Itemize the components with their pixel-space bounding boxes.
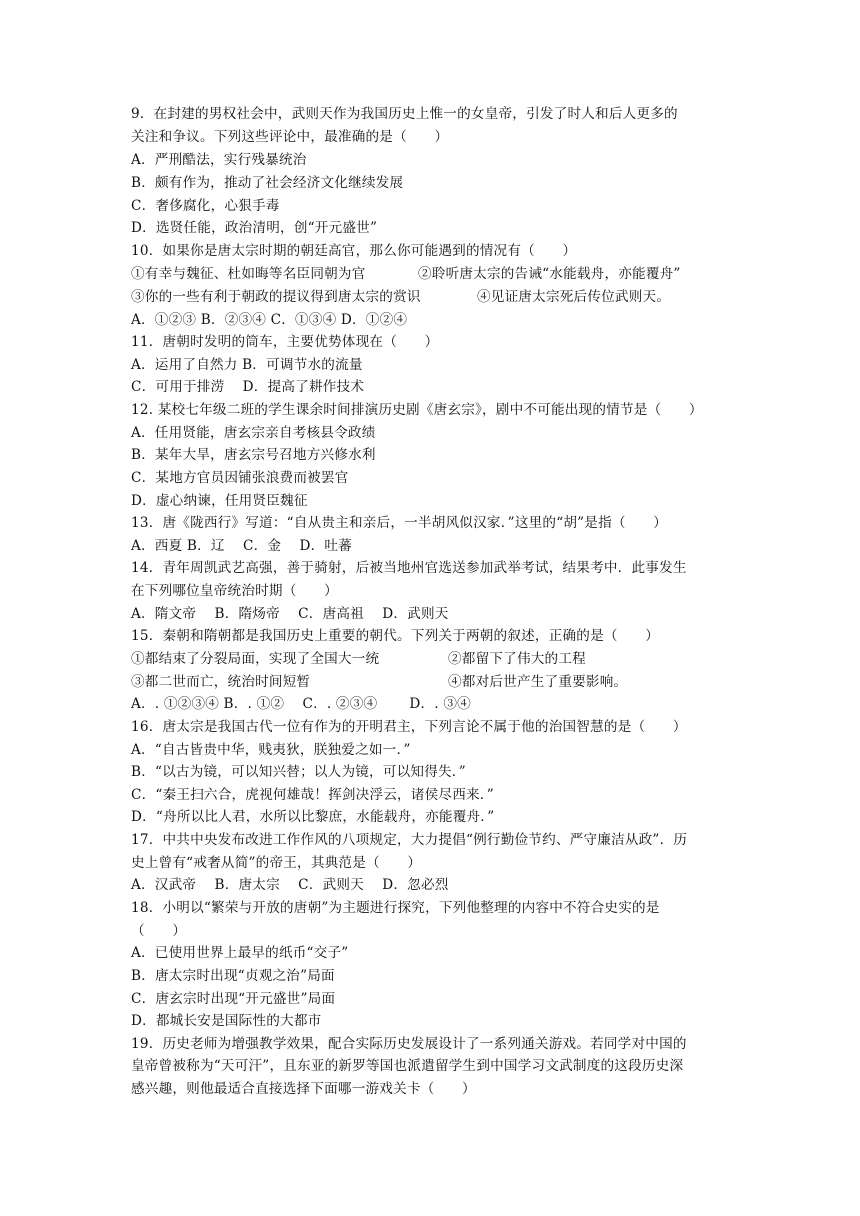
q9-option-d: D．选贤任能，政治清明，创“开元盛世” xyxy=(131,220,378,236)
q9-option-a: A．严刑酷法，实行残暴统治 xyxy=(131,152,307,168)
q17-stem-line2: 史上曾有“戒奢从简”的帝王，其典范是（ ） xyxy=(131,855,422,871)
q10-statement-2: ②聆听唐太宗的告诫“水能载舟，亦能覆舟” xyxy=(418,266,681,282)
q19-stem-line3: 感兴趣，则他最适合直接选择下面哪一游戏关卡（ ） xyxy=(131,1081,476,1097)
q16-option-a: A．“自古皆贵中华，贱夷狄，朕独爱之如一．” xyxy=(131,742,411,758)
q9-option-c: C．奢侈腐化，心狠手毒 xyxy=(131,198,280,214)
q12-option-c: C．某地方官员因铺张浪费而被罢官 xyxy=(131,470,349,486)
q16-stem: 16．唐太宗是我国古代一位有作为的开明君主，下列言论不属于他的治国智慧的是（ ） xyxy=(131,719,687,735)
q19-stem-line2: 皇帝曾被称为“天可汗”，且东亚的新罗等国也派遣留学生到中国学习文武制度的这段历史深 xyxy=(131,1058,684,1074)
q13-options: A．西夏 B．辽 C．金 D．吐蕃 xyxy=(131,538,352,554)
q15-statement-2: ②都留下了伟大的工程 xyxy=(448,651,586,667)
q15-statement-1: ①都结束了分裂局面，实现了全国大一统 xyxy=(131,651,380,667)
q15-options: A．. ①②③④ B．. ①② C．. ②③④ D．. ③④ xyxy=(131,696,471,712)
q16-option-b: B．“以古为镜，可以知兴替；以人为镜，可以知得失．” xyxy=(131,764,466,780)
q14-stem-line2: 在下列哪位皇帝统治时期（ ） xyxy=(131,583,338,599)
q18-stem-line2: （ ） xyxy=(131,923,187,939)
q9-stem-line1: 9．在封建的男权社会中，武则天作为我国历史上惟一的女皇帝，引发了时人和后人更多的 xyxy=(131,106,678,122)
q18-option-a: A．已使用世界上最早的纸币“交子” xyxy=(131,945,349,961)
q10-statement-3: ③你的一些有利于朝政的提议得到唐太宗的赏识 xyxy=(131,289,421,305)
q15-statement-4: ④都对后世产生了重要影响。 xyxy=(448,674,628,690)
q12-option-a: A．任用贤能，唐玄宗亲自考核县令政绩 xyxy=(131,425,376,441)
q9-stem-line2: 关注和争议。下列这些评论中，最准确的是（ ） xyxy=(131,129,449,145)
q10-options: A．①②③ B．②③④ C．①③④ D．①②④ xyxy=(131,312,408,328)
q18-option-b: B．唐太宗时出现“贞观之治”局面 xyxy=(131,968,335,984)
q15-statement-3: ③都二世而亡，统治时间短暂 xyxy=(131,674,311,690)
q13-stem: 13．唐《陇西行》写道：“自从贵主和亲后，一半胡风似汉家．”这里的“胡”是指（ ） xyxy=(131,515,668,531)
q10-statement-1: ①有幸与魏征、杜如晦等名臣同朝为官 xyxy=(131,266,366,282)
q19-stem-line1: 19．历史老师为增强教学效果，配合实际历史发展设计了一系列通关游戏。若同学对中国的 xyxy=(131,1036,687,1052)
q11-options-cd: C．可用于排涝 D．提高了耕作技术 xyxy=(131,379,365,395)
q17-options: A．汉武帝 B．唐太宗 C．武则天 D．忽必烈 xyxy=(131,877,449,893)
q12-option-d: D．虚心纳谏，任用贤臣魏征 xyxy=(131,493,308,509)
q12-option-b: B．某年大旱，唐玄宗号召地方兴修水利 xyxy=(131,447,376,463)
q11-options-ab: A．运用了自然力 B．可调节水的流量 xyxy=(131,357,363,373)
q14-options: A．隋文帝 B．隋炀帝 C．唐高祖 D．武则天 xyxy=(131,606,449,622)
q16-option-c: C．“秦王扫六合，虎视何雄哉！挥剑决浮云，诸侯尽西来．” xyxy=(131,787,494,803)
q15-stem: 15．秦朝和隋朝都是我国历史上重要的朝代。下列关于两朝的叙述，正确的是（ ） xyxy=(131,628,660,644)
q18-stem-line1: 18．小明以“繁荣与开放的唐朝”为主题进行探究，下列他整理的内容中不符合史实的是 xyxy=(131,900,660,916)
q10-stem: 10．如果你是唐太宗时期的朝廷高官，那么你可能遇到的情况有（ ） xyxy=(131,243,577,259)
q16-option-d: D．“舟所以比人君，水所以比黎庶，水能载舟，亦能覆舟．” xyxy=(131,809,495,825)
q17-stem-line1: 17．中共中央发布改进工作作风的八项规定，大力提倡“例行勤俭节约、严守廉洁从政”．历 xyxy=(131,832,688,848)
q14-stem-line1: 14．青年周凯武艺高强，善于骑射，后被当地州官选送参加武举考试，结果考中．此事发生 xyxy=(131,560,687,576)
q12-stem: 12. 某校七年级二班的学生课余时间排演历史剧《唐玄宗》，剧中不可能出现的情节是（ ） xyxy=(131,402,703,418)
q10-statement-4: ④见证唐太宗死后传位武则天。 xyxy=(477,289,671,305)
q18-option-d: D．都城长安是国际性的大都市 xyxy=(131,1013,322,1029)
q18-option-c: C．唐玄宗时出现“开元盛世”局面 xyxy=(131,991,336,1007)
q11-stem: 11．唐朝时发明的筒车，主要优势体现在（ ） xyxy=(131,334,439,350)
q9-option-b: B．颇有作为，推动了社会经济文化继续发展 xyxy=(131,175,404,191)
